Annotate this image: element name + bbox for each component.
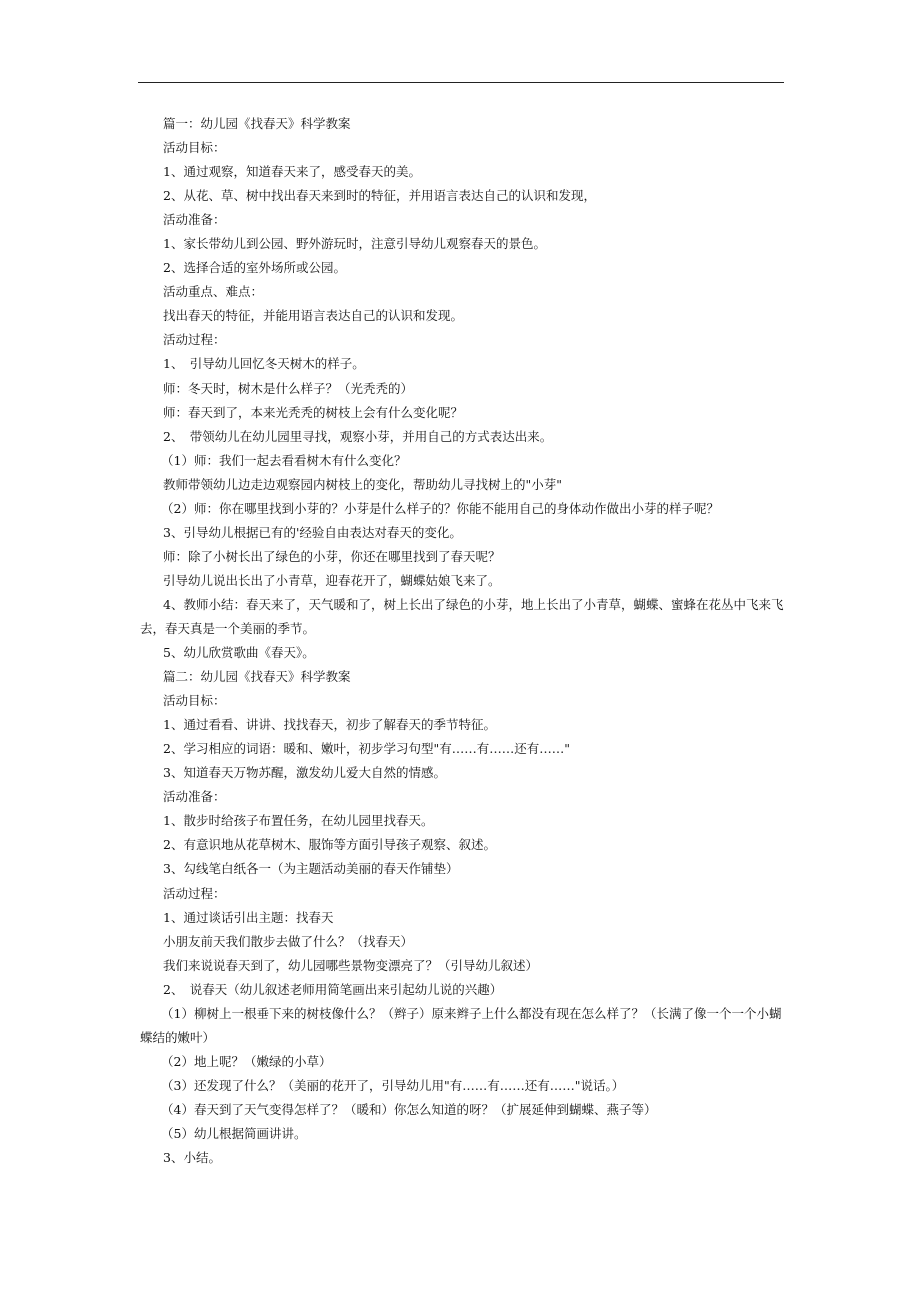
- text-line: （2）地上呢？（嫩绿的小草）: [161, 1053, 332, 1069]
- text-line: 2、有意识地从花草树木、服饰等方面引导孩子观察、叙述。: [163, 837, 496, 853]
- text-line: 1、散步时给孩子布置任务，在幼儿园里找春天。: [163, 813, 434, 829]
- text-line: 1、通过看看、讲讲、找找春天，初步了解春天的季节特征。: [163, 717, 496, 733]
- text-line: 小朋友前天我们散步去做了什么？（找春天）: [163, 933, 414, 949]
- text-line: 蝶结的嫩叶）: [140, 1029, 216, 1045]
- heading-key-points: 活动重点、难点：: [163, 284, 264, 300]
- heading-goals: 活动目标：: [163, 140, 226, 156]
- text-line: 4、教师小结：春天来了，天气暖和了，树上长出了绿色的小芽，地上长出了小青草，蝴蝶、蜜蜂在花丛中飞来飞: [163, 596, 784, 612]
- text-line: 3、知道春天万物苏醒，激发幼儿爱大自然的情感。: [163, 765, 446, 781]
- section-title-2: 篇二：幼儿园《找春天》科学教案: [163, 669, 351, 685]
- text-line: （2）师：你在哪里找到小芽的？小芽是什么样子的？你能不能用自己的身体动作做出小芽的样子呢？: [161, 500, 719, 516]
- text-line: 引导幼儿说出长出了小青草，迎春花开了，蝴蝶姑娘飞来了。: [163, 572, 501, 588]
- text-line: 教师带领幼儿边走边观察园内树枝上的变化，帮助幼儿寻找树上的"小芽": [163, 476, 563, 492]
- text-line: （3）还发现了什么？（美丽的花开了，引导幼儿用"有……有……还有……"说话。）: [161, 1077, 625, 1093]
- heading-preparation: 活动准备：: [163, 212, 226, 228]
- text-line: （1）柳树上一根垂下来的树枝像什么？（辫子）原来辫子上什么都没有现在怎么样了？（长满了像一个一个小蝴: [161, 1005, 782, 1021]
- text-line: 5、幼儿欣赏歌曲《春天》。: [163, 645, 315, 661]
- text-line: 2、 带领幼儿在幼儿园里寻找，观察小芽，并用自己的方式表达出来。: [163, 428, 553, 444]
- text-line: （4）春天到了天气变得怎样了？（暖和）你怎么知道的呀？（扩展延伸到蝴蝶、燕子等）: [161, 1101, 657, 1117]
- text-line: 3、引导幼儿根据已有的'经验自由表达对春天的变化。: [163, 524, 462, 540]
- text-line: 师：春天到了，本来光秃秃的树枝上会有什么变化呢？: [163, 404, 464, 420]
- text-line: 师：除了小树长出了绿色的小芽，你还在哪里找到了春天呢？: [163, 548, 501, 564]
- text-line: 去，春天真是一个美丽的季节。: [140, 620, 316, 636]
- text-line: 2、学习相应的词语：暖和、嫩叶，初步学习句型"有……有……还有……": [163, 741, 570, 757]
- text-line: 2、选择合适的室外场所或公园。: [163, 260, 346, 276]
- text-line: 1、家长带幼儿到公园、野外游玩时，注意引导幼儿观察春天的景色。: [163, 236, 546, 252]
- document-body: [140, 112, 784, 1170]
- header-rule: [138, 82, 784, 83]
- text-line: 1、 引导幼儿回忆冬天树木的样子。: [163, 356, 365, 372]
- text-line: 1、通过谈话引出主题：找春天: [163, 909, 334, 925]
- text-line: 2、 说春天（幼儿叙述老师用简笔画出来引起幼儿说的兴趣）: [163, 981, 503, 997]
- text-line: 3、小结。: [163, 1150, 221, 1166]
- text-line: （5）幼儿根据简画讲讲。: [161, 1125, 307, 1141]
- text-line: （1）师：我们一起去看看树木有什么变化？: [161, 452, 407, 468]
- heading-preparation: 活动准备：: [163, 789, 226, 805]
- section-title-1: 篇一：幼儿园《找春天》科学教案: [163, 116, 351, 131]
- text-line: 找出春天的特征，并能用语言表达自己的认识和发现。: [163, 308, 464, 324]
- text-line: 1、通过观察，知道春天来了，感受春天的美。: [163, 164, 421, 180]
- heading-process: 活动过程：: [163, 885, 226, 901]
- text-line: 师：冬天时，树木是什么样子？（光秃秃的）: [163, 380, 414, 396]
- text-line: 我们来说说春天到了，幼儿园哪些景物变漂亮了？（引导幼儿叙述）: [163, 957, 539, 973]
- text-line: 2、从花、草、树中找出春天来到时的特征，并用语言表达自己的认识和发现，: [163, 188, 596, 204]
- heading-process: 活动过程：: [163, 332, 226, 348]
- text-line: 3、勾线笔白纸各一（为主题活动美丽的春天作铺垫）: [163, 861, 459, 877]
- heading-goals: 活动目标：: [163, 693, 226, 709]
